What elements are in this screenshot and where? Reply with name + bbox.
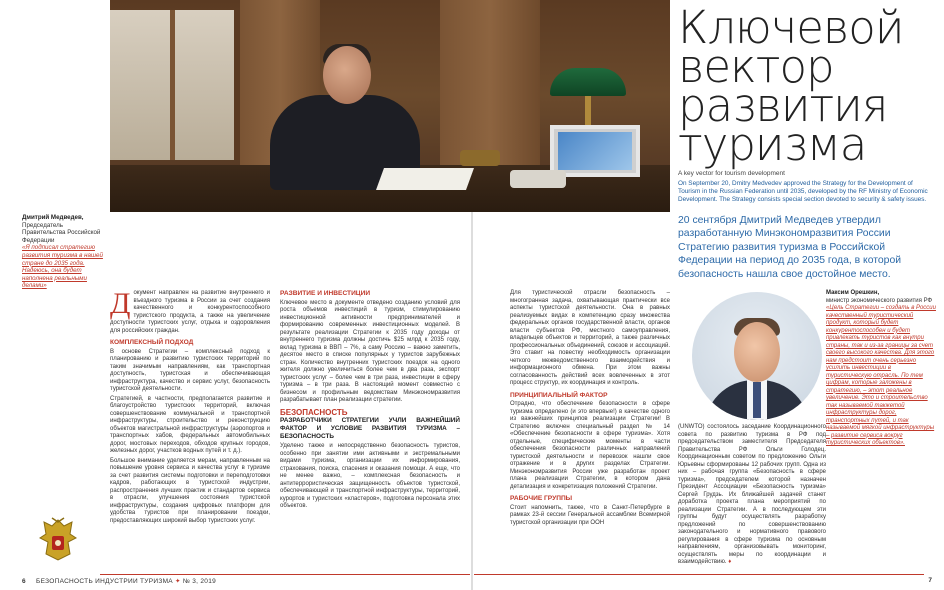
desk-lamp: [550, 68, 626, 96]
footer-left: [22, 577, 216, 585]
subhead-security-sub: РАЗРАБОТЧИКИ СТРАТЕГИИ УЧЛИ ВАЖНЕЙШИЙ ФАКТОР И УСЛОВИЕ РАЗВИТИЯ ТУРИЗМА – БЕЗОПАСНОСТЬ: [280, 417, 460, 440]
page-number-left: 6: [22, 578, 26, 585]
paragraph: Уделено также и непосредственно безопасность туристов, особенно при занятии ими активными и экстремальными видами туризма, организации их информирования, страхования, поиска, спасения и оказания помощи. А еще, что не менее важно, – комплексная безопасность и антитеррористическая защищенность объектов туристской, обеспечивающей и транспортной инфраструктуры, территорий, курортов и туристских «кластеров», подготовка персонала этих объектов.: [280, 443, 460, 510]
subhead-security: БЕЗОПАСНОСТЬ: [280, 407, 348, 417]
dropcap: Д: [110, 287, 131, 320]
caption-name: Максим Орешкин,: [826, 290, 880, 296]
lead-russian: 20 сентября Дмитрий Медведев утвердил разработанную Минэкономразвития России Стратегию развития туризма в Российской Федерации на период до 2035 года, в которой безопасность нашла свое достойное место.: [678, 215, 902, 280]
paragraph: Отрадно, что обеспечение безопасности в сфере туризма определено (и это впервые!) в качестве одного из важнейших принципов реализации Стратегии! В Стратегию включен специальный раздел № 14 «Обеспечение безопасности в сфере туризма». Хотя отдельные, специфические моменты в части обеспечения безопасности различных направлений туристской деятельности и перевозок нашли свое отражение и в других разделах Стратегии. Минэкономразвития России уже разработан проект плана реализации Стратегии, в котором дана детализация и конкретизация положений Стратегии.: [510, 401, 670, 490]
title-line: туризма: [678, 118, 867, 171]
russian-coat-of-arms-icon: [38, 516, 78, 564]
article-title: [678, 1, 938, 171]
caption-role: министр экономического развития РФ: [826, 297, 933, 304]
subhead-investment: РАЗВИТИЕ И ИНВЕСТИЦИИ: [280, 290, 371, 297]
subhead-principal-factor: ПРИНЦИПИАЛЬНЫЙ ФАКТОР: [510, 391, 608, 399]
caption-role: Председатель Правительства Российской Федерации: [22, 221, 101, 244]
paragraph: Для туристической отрасли безопасность – многогранная задача, охватывающая практически все аспекты туристской деятельности. Она в равных реализуемых видах в компетенцию сразу множества федеральных органов государственной власти, органов власти субъектов РФ, местного самоуправления, владельцев объектов и территорий, а также различных профессиональных объединений, союзов и ассоциаций. Это ставит на повестку необходимость организации четкого межведомственного взаимодействия и информационного обмена. При этом важны согласованность действий всех вовлеченных в этот процесс структур, их координация и контроль.: [510, 290, 670, 386]
intro-text: окумент направлен на развитие внутреннего и въездного туризма в России за счет создания качественного и конкурентоспособного туристского продукта, а также на увеличение доступности туристских услуг, отдыха и оздоровления для российских граждан.: [110, 290, 270, 334]
subtitle-english: A key vector for tourism development: [678, 170, 785, 177]
footer-separator: ✦: [175, 578, 183, 585]
subhead-complex-approach: КОМПЛЕКСНЫЙ ПОДХОД: [110, 339, 194, 346]
title-line: Ключевой: [678, 1, 904, 54]
footer-rule-right: [474, 574, 924, 575]
paragraph: Стоит напомнить, также, что в Санкт-Петербурге в рамках 23-й сессии Генеральной ассамблеи Всемирной туристской организации при ООН: [510, 504, 670, 526]
medvedev-photo: [110, 0, 670, 212]
caption-quote: «Цель Стратегии – создать в России качественный туристический продукт, который будет конкурентоспособен и будет привлекать туристов как внутри страны, так и из-за границы за счет своего высокого качества. Для этого нам предстоит очень серьезно усилить инвестиции в туристическую отрасль. По тем цифрам, которые заложены в стратегию, – этот реальное увеличение. Это и строительство так называемой такжетой инфраструктуры дорог, транспортных путей, и так называемой мягкой инфраструктуры – развитие сервиса вокруг туристических объектов».: [826, 305, 936, 446]
article-column-2: [280, 290, 460, 513]
article-column-3: [510, 290, 670, 529]
paragraph: Стратегией, в частности, предполагается развитие и благоустройство туристских территорий, включая совершенствование коммунальной и транспортной инфраструктуры, строительство и реконструкцию объектов магистральной инфраструктуры (аэропортов и транспортных хабов, федеральных автомобильных дорог, мостовых переходов, обходов крупных городов, железных дорог, участков водных путей и т. д.).: [110, 395, 270, 454]
end-mark: ♦: [728, 559, 732, 565]
caption-name: Дмитрий Медведев,: [22, 214, 84, 221]
oreshkin-portrait: [692, 292, 822, 420]
page-number-right: 7: [928, 577, 932, 584]
title-line: вектор: [678, 40, 834, 93]
article-column-1: [110, 287, 270, 527]
magazine-name: БЕЗОПАСНОСТЬ ИНДУСТРИИ ТУРИЗМА: [36, 578, 173, 585]
paragraph: В основе Стратегии – комплексный подход к планированию и развитию туристских территорий по таким значимым направлениям, как транспортная доступность, туристская и обеспечивающая инфраструктура, качество и сервис услуг, безопасность туристской деятельности.: [110, 348, 270, 392]
photo-caption-left: [22, 214, 107, 290]
paragraph: Ключевое место в документе отведено созданию условий для роста объемов инвестиций в туризм, стимулированию инвестиционной активности предпринимателей и формированию современных инвестиционных моделей. В результате реализации Стратегии к 2035 году доходы от внутреннего туризма должны достичь $25 млрд к 2035 году, вклад туризма в ВВП – 7%, а саму Россию – важно заметить, десятое место в списке популярных у туристов зарубежных стран. Количество внутренних туристских поездок на одного жителя должно увеличиться более чем в два раза, экспорт туристских услуг – более чем в три раза, инвестиции в сферу туризма – в три раза. В настоящий момент совместно с бизнесом и профильным ведомствам Минэкономразвития разрабатывает план реализации стратегии.: [280, 299, 460, 403]
photo-caption-right: [826, 290, 938, 448]
title-line: развития: [678, 79, 888, 132]
subhead-working-groups: РАБОЧИЕ ГРУППЫ: [510, 495, 573, 502]
issue-number: № 3, 2019: [182, 578, 217, 585]
paragraph: Большое внимание уделяется мерам, направленным на повышение уровня сервиса и качества услуг в туризме за счет развития системы подготовки и переподготовки кадров, работающих в туристской индустрии, распространения лучших практик и стандартов сервиса в отрасли, улучшения состояния туристской инфраструктуры, создания цифровых платформ для удобства туристов при планировании поездки, предоставляющих широкий выбор туристских услуг.: [110, 457, 270, 524]
article-column-4: [678, 424, 826, 569]
caption-quote: «Я подписал стратегию развития туризма в нашей стране до 2035 года. Надеюсь, она будет наполнена реальными делами»: [22, 244, 103, 290]
paragraph: (UNWTO) состоялось заседание Координационного совета по развитию туризма в РФ под председательством заместителя Председателя Правительства РФ Ольги Голодец. Координационным советом по предложению Ольги Юрьевны сформированы 12 рабочих групп. Одна из них – рабочая группа «Безопасность в сфере туризма», председателем которой назначен Президент Ассоциации «Безопасность туризма» Сергей Грудзь. Их ближайшей задачей станет доработка проекта плана мероприятий по реализации Стратегии. А в последующем эти группы будут осуществлять разработку предложений по совершенствованию законодательного и нормативного правового регулирования в сфере туризма по основным направлениям, организовывать мониторинг, осуществлять меры по координации и взаимодействию.: [678, 424, 826, 565]
footer-rule-left: [100, 574, 470, 575]
lead-english: On September 20, Dmitry Medvedev approved the Strategy for the Development of Tourism in the Russian Federation until 2035, developed by the RF Ministry of Economic Development. The Strategy consists special section devoted to security & safety issues.: [678, 180, 928, 203]
